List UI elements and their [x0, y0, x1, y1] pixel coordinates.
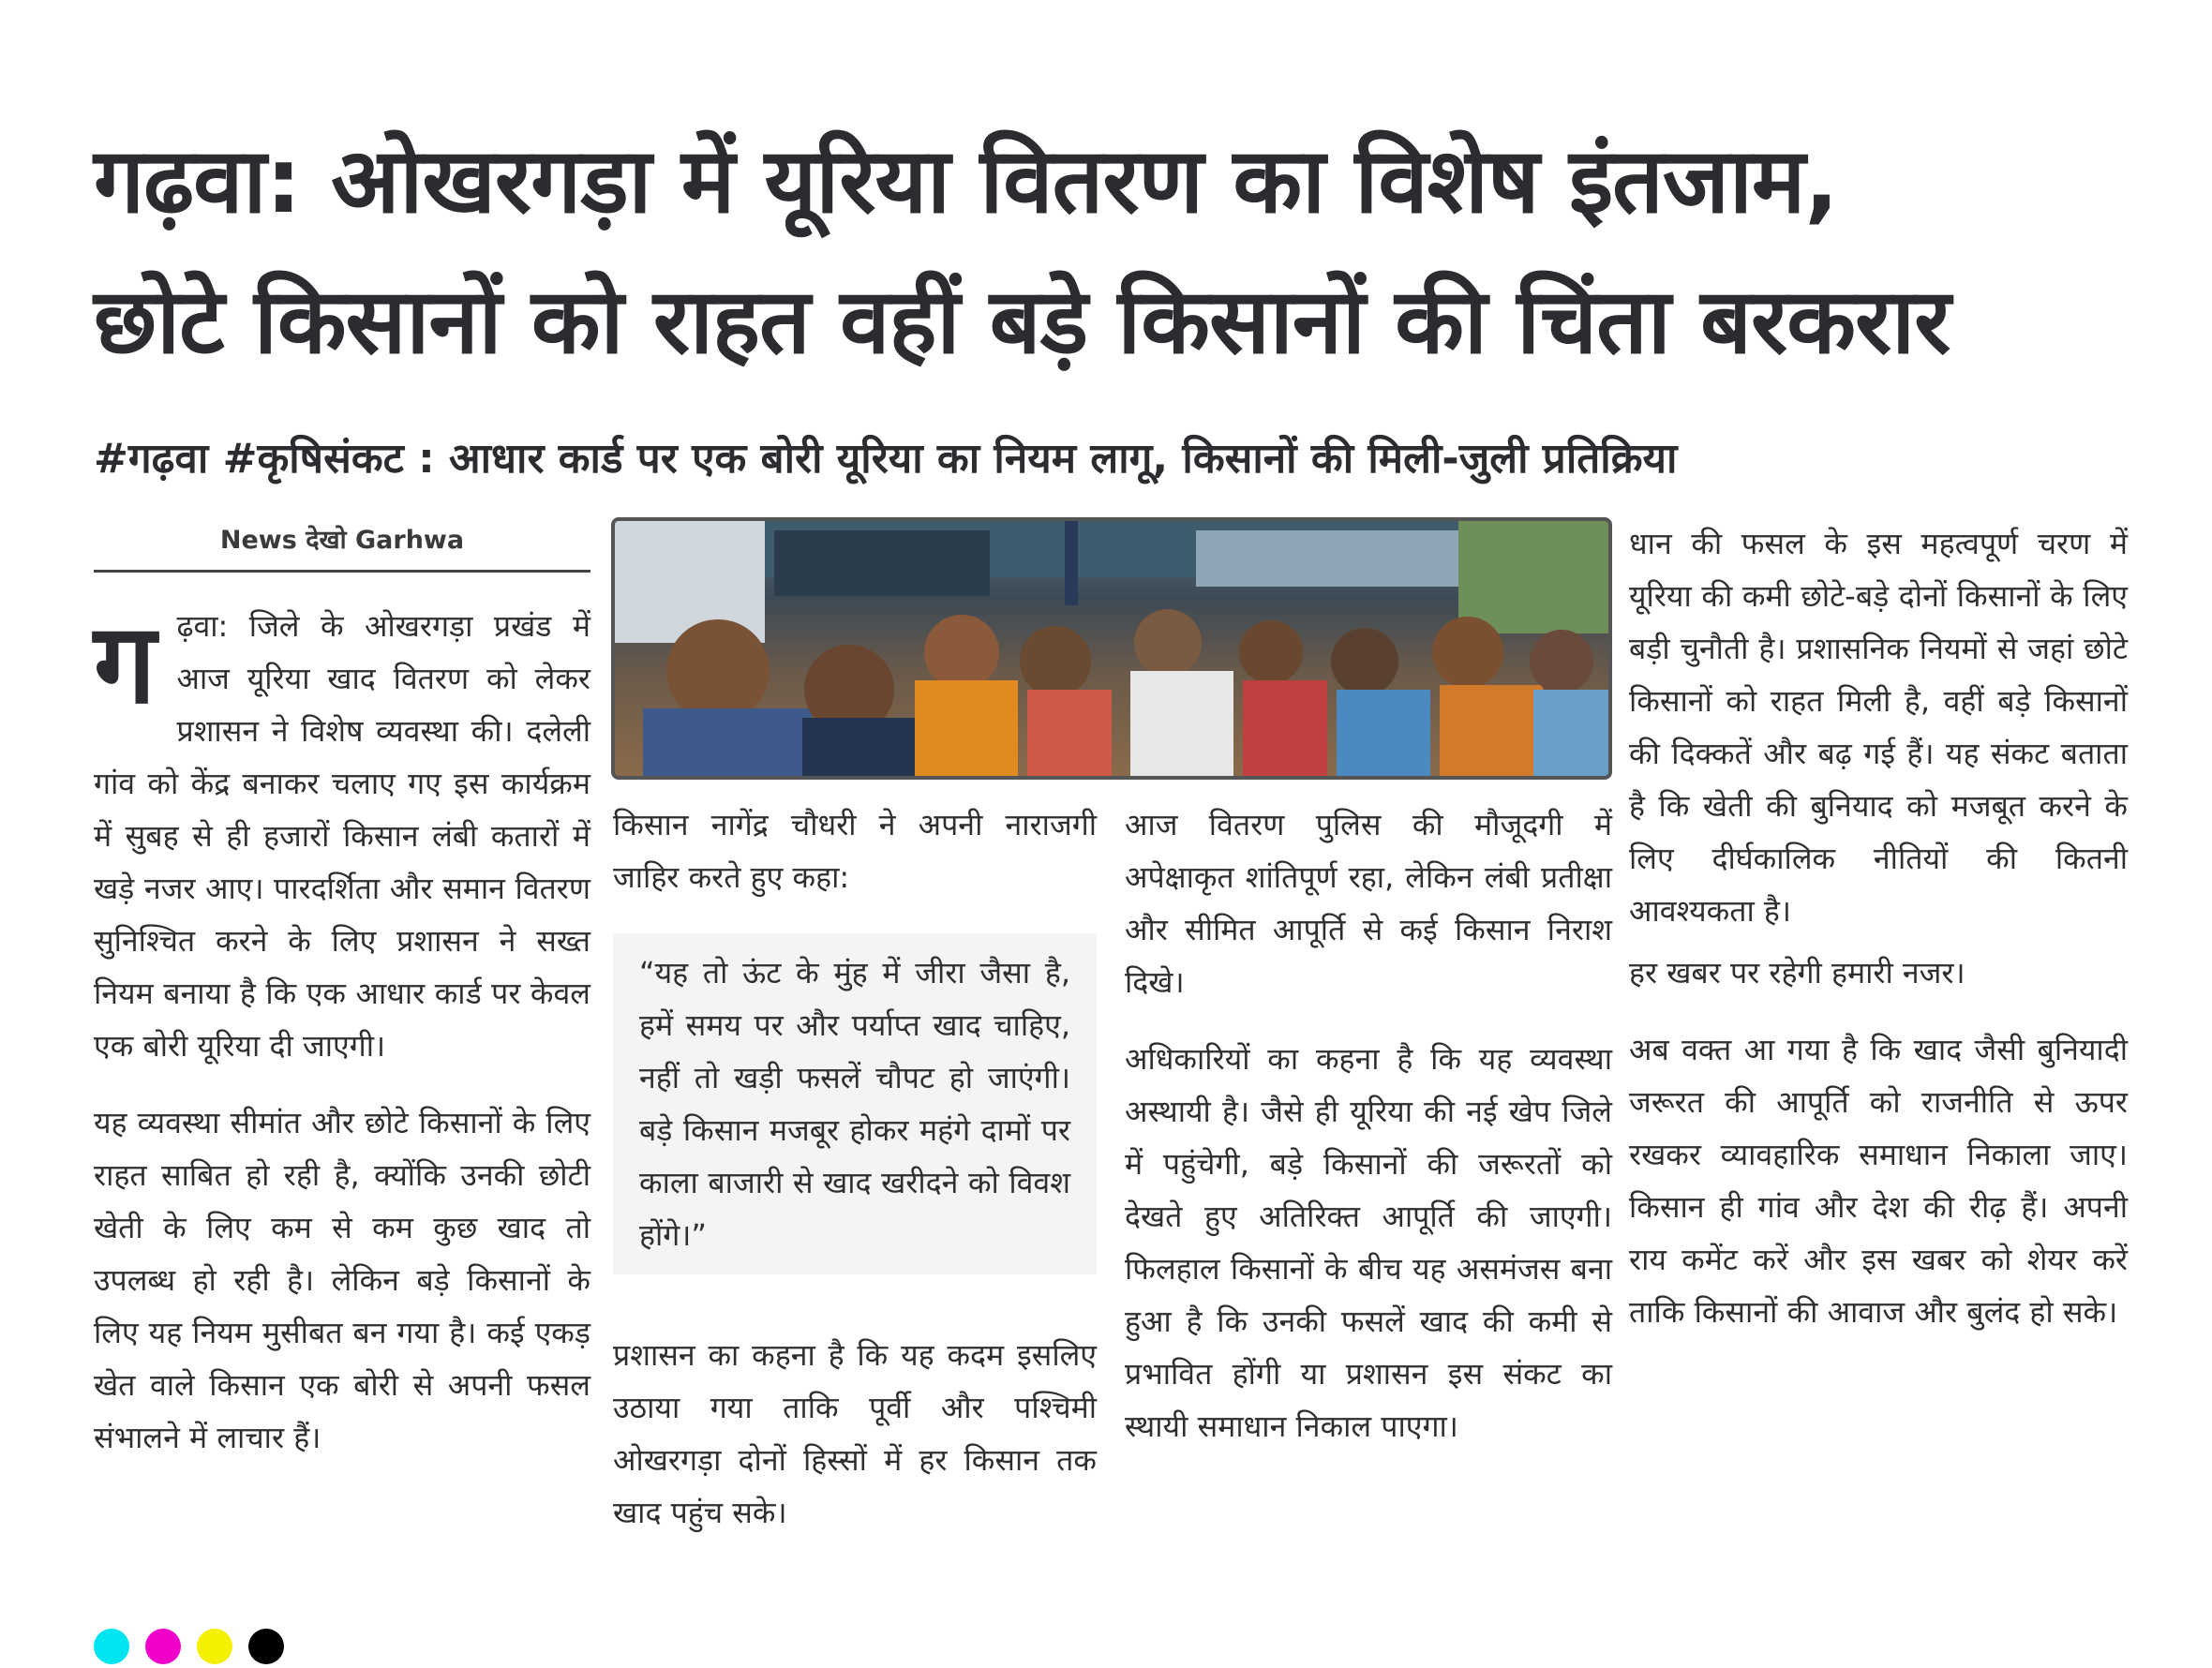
magenta-dot — [145, 1629, 181, 1664]
article-paragraph: धान की फसल के इस महत्वपूर्ण चरण में यूरिया की कमी छोटे-बड़े दोनों किसानों के लिए बड़ी चुनौती है। प्रशासनिक नियमों से जहां छोटे किसानों को राहत मिली है, वहीं बड़े किसानों की दिक्कतें और बढ़ गई हैं। यह संकट बताता है कि खेती की बुनियाद को मजबूत करने के लिए दीर्घकालिक नीतियों की कितनी आवश्यकता है। — [1629, 526, 2128, 929]
dropcap: ग — [94, 599, 157, 728]
headline-line-1: गढ़वा: ओखरगड़ा में यूरिया वितरण का विशेष इंतजाम, — [94, 128, 1838, 233]
quote-text: “यह तो ऊंट के मुंह में जीरा जैसा है, हमें समय पर और पर्याप्त खाद चाहिए, नहीं तो खड़ी फसलें चौपट हो जाएंगी। बड़े किसान मजबूर होकर महंगे दामों पर काला बाजारी से खाद खरीदने को विवश होंगे।” — [639, 955, 1070, 1253]
article-paragraph: आज वितरण पुलिस की मौजूदगी में अपेक्षाकृत शांतिपूर्ण रहा, लेकिन लंबी प्रतीक्षा और सीमित आपूर्ति से कई किसान निराश दिखे। — [1125, 807, 1612, 1000]
yellow-dot — [197, 1629, 232, 1664]
article-column-3 — [1125, 798, 1612, 1477]
byline: News देखो Garhwa — [219, 526, 465, 555]
article-paragraph: प्रशासन का कहना है कि यह कदम इसलिए उठाया गया ताकि पूर्वी और पश्चिमी ओखरगड़ा दोनों हिस्सों में हर किसान तक खाद पहुंच सके। — [613, 1337, 1097, 1530]
subheadline: #गढ़वा #कृषिसंकट : आधार कार्ड पर एक बोरी यूरिया का नियम लागू, किसानों की मिली-जुली प्रतिक्रिया — [94, 435, 1678, 483]
article-paragraph: अब वक्त आ गया है कि खाद जैसी बुनियादी जरूरत की आपूर्ति को राजनीति से ऊपर रखकर व्यावहारिक समाधान निकाला जाए। किसान ही गांव और देश की रीढ़ हैं। अपनी राय कमेंट करें और इस खबर को शेयर करें ताकि किसानों की आवाज और बुलंद हो सके। — [1629, 1032, 2128, 1330]
article-paragraph — [94, 600, 590, 1072]
cyan-dot — [94, 1629, 129, 1664]
black-dot — [248, 1629, 284, 1664]
byline-divider — [94, 570, 590, 573]
registration-marks — [94, 1629, 295, 1666]
article-column-1 — [94, 600, 590, 1488]
article-column-2 — [613, 798, 1097, 1563]
article-paragraph: यह व्यवस्था सीमांत और छोटे किसानों के लिए राहत साबित हो रही है, क्योंकि उनकी छोटी खेती के लिए कम से कम कुछ खाद तो उपलब्ध हो रही है। लेकिन बड़े किसानों के लिए यह नियम मुसीबत बन गया है। कई एकड़ खेत वाले किसान एक बोरी से अपनी फसल संभालने में लाचार हैं। — [94, 1105, 590, 1455]
headline-line-2: छोटे किसानों को राहत वहीं बड़े किसानों की चिंता बरकरार — [94, 269, 1950, 374]
headline — [94, 111, 2137, 392]
article-paragraph: किसान नागेंद्र चौधरी ने अपनी नाराजगी जाहिर करते हुए कहा: — [613, 807, 1097, 895]
paragraph-text: ढ़वा: जिले के ओखरगड़ा प्रखंड में आज यूरिया खाद वितरण को लेकर प्रशासन ने विशेष व्यवस्था की। दलेली गांव को केंद्र बनाकर चलाए गए इस कार्यक्रम में सुबह से ही हजारों किसान लंबी कतारों में खड़े नजर आए। पारदर्शिता और समान वितरण सुनिश्चित करने के लिए प्रशासन ने सख्त नियम बनाया है कि एक आधार कार्ड पर केवल एक बोरी यूरिया दी जाएगी। — [94, 608, 590, 1064]
pull-quote — [613, 933, 1097, 1274]
article-paragraph: हर खबर पर रहेगी हमारी नजर। — [1629, 955, 1965, 990]
article-paragraph: अधिकारियों का कहना है कि यह व्यवस्था अस्थायी है। जैसे ही यूरिया की नई खेप जिले में पहुंचेगी, बड़े किसानों की जरूरतों को देखते हुए अतिरिक्त आपूर्ति की जाएगी। फिलहाल किसानों के बीच यह असमंजस बना हुआ है कि उनकी फसलें खाद की कमी से प्रभावित होंगी या प्रशासन इस संकट का स्थायी समाधान निकाल पाएगा। — [1125, 1041, 1612, 1444]
article-column-4 — [1629, 517, 2128, 1363]
photo-crowd-icon — [615, 521, 1608, 776]
news-photo — [611, 517, 1612, 780]
